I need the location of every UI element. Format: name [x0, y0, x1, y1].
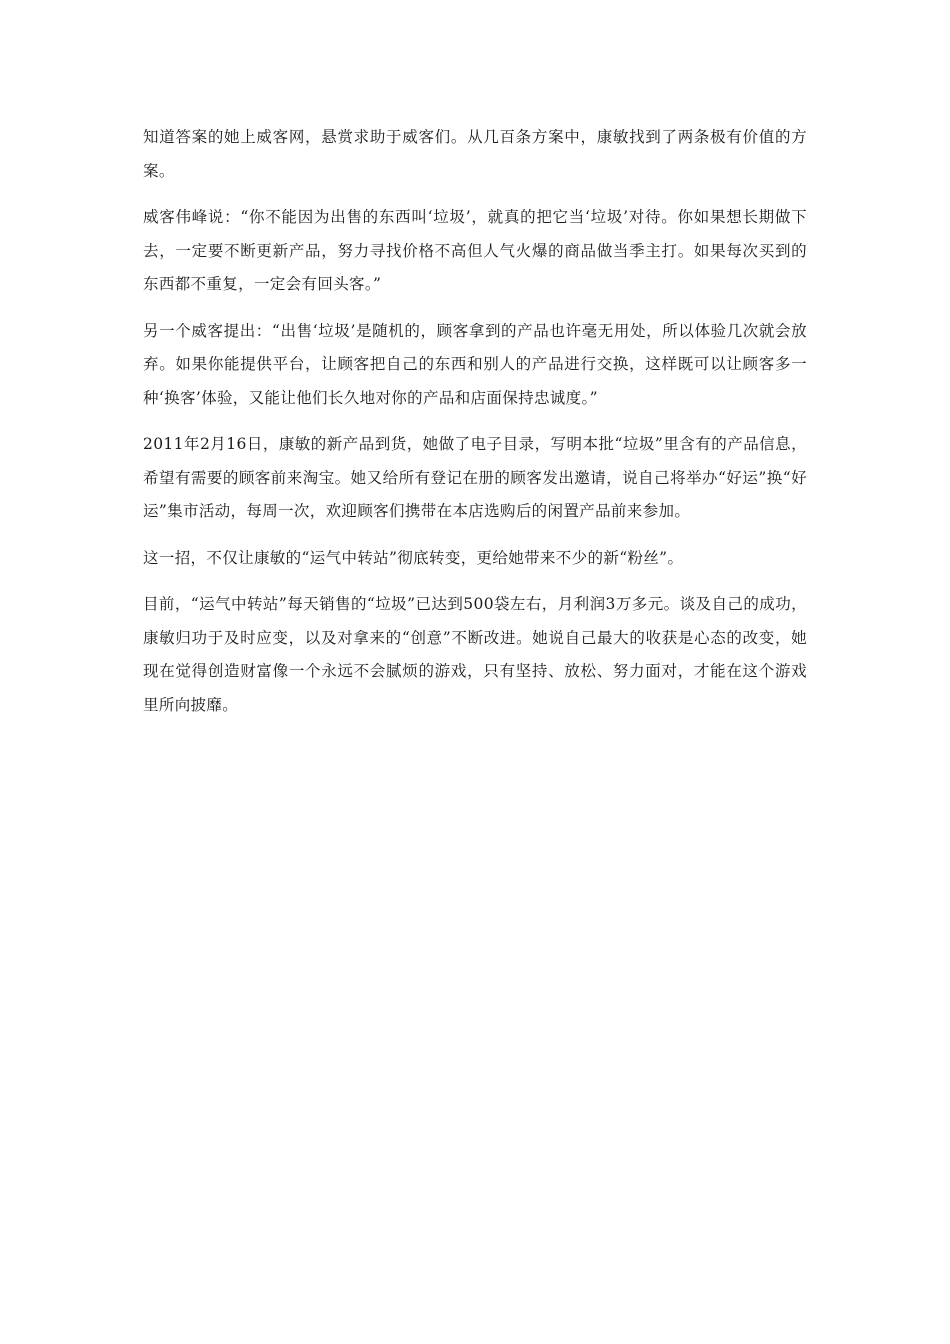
paragraph-2: 威客伟峰说：“你不能因为出售的东西叫‘垃圾’，就真的把它当‘垃圾’对待。你如果想长期做下去，一定要不断更新产品，努力寻找价格不高但人气火爆的商品做当季主打。如果每次买到的东西都不重复，一定会有回头客。” — [143, 208, 807, 293]
paragraph-4: 2011年2月16日，康敏的新产品到货，她做了电子目录，写明本批“垃圾”里含有的产品信息，希望有需要的顾客前来淘宝。她又给所有登记在册的顾客发出邀请，说自己将举办“好运”换“好运”集市活动，每周一次，欢迎顾客们携带在本店选购后的闲置产品前来参加。 — [143, 435, 807, 520]
paragraph-5: 这一招，不仅让康敏的“运气中转站”彻底转变，更给她带来不少的新“粉丝”。 — [143, 548, 684, 567]
article-body — [143, 121, 807, 735]
paragraph-1: 知道答案的她上威客网，悬赏求助于威客们。从几百条方案中，康敏找到了两条极有价值的方案。 — [143, 128, 807, 180]
paragraph-6: 目前，“运气中转站”每天销售的“垃圾”已达到500袋左右，月利润3万多元。谈及自己的成功，康敏归功于及时应变，以及对拿来的“创意”不断改进。她说自己最大的收获是心态的改变，她现在觉得创造财富像一个永远不会腻烦的游戏，只有坚持、放松、努力面对，才能在这个游戏里所向披靡。 — [143, 595, 807, 714]
paragraph-3: 另一个威客提出：“出售‘垃圾’是随机的，顾客拿到的产品也许毫无用处，所以体验几次就会放弃。如果你能提供平台，让顾客把自己的东西和别人的产品进行交换，这样既可以让顾客多一种‘换客’体验，又能让他们长久地对你的产品和店面保持忠诚度。” — [143, 321, 807, 407]
